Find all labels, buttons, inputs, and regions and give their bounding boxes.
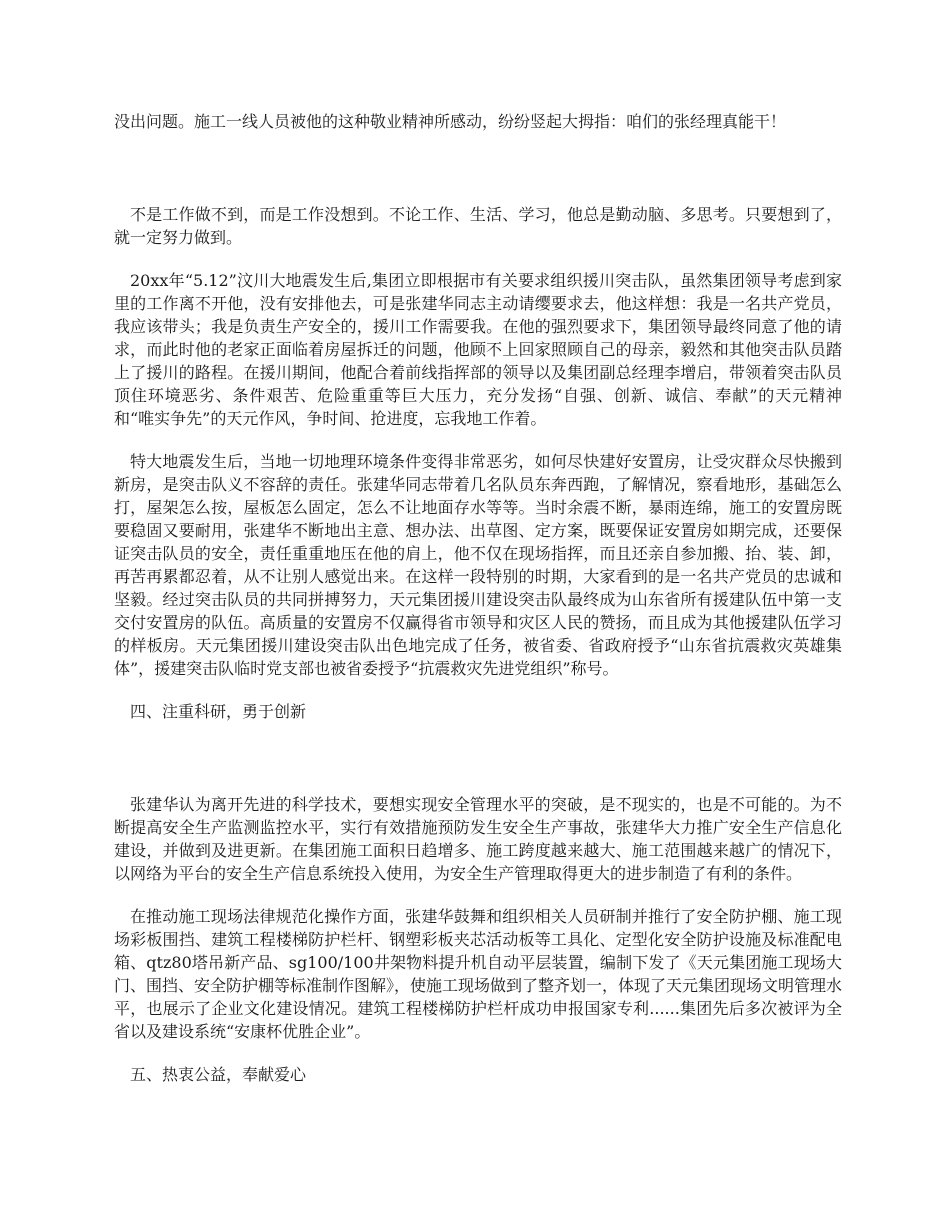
paragraph-technology: 张建华认为离开先进的科学技术，要想实现安全管理水平的突破，是不现实的，也是不可能的。为不断提高安全生产监测监控水平，实行有效措施预防发生安全生产事故，张建华大力推广安全生产信息化建设，并做到及进更新。在集团施工面积日趋增多、施工跨度越来越大、施工范围越来越广的情况下，以网络为平台的安全生产信息系统投入使用，为安全生产管理取得更大的进步制造了有利的条件。 bbox=[114, 795, 842, 883]
paragraph-resettlement-housing: 特大地震发生后，当地一切地理环境条件变得非常恶劣，如何尽快建好安置房，让受灾群众尽快搬到新房，是突击队义不容辞的责任。张建华同志带着几名队员东奔西跑，了解情况，察看地形，基础怎么打，屋架怎么按，屋板怎么固定，怎么不让地面存水等等。当时余震不断，暴雨连绵，施工的安置房既要稳固又要耐用，张建华不断地出主意、想办法、出草图、定方案，既要保证安置房如期完成，还要保证突击队员的安全，责任重重地压在他的肩上，他不仅在现场指挥，而且还亲自参加搬、抬、装、卸，再苦再累都忍着，从不让别人感觉出来。在这样一段特别的时期，大家看到的是一名共产党员的忠诚和坚毅。经过突击队员的共同拼搏努力，天元集团援川建设突击队最终成为山东省所有援建队伍中第一支交付安置房的队伍。高质量的安置房不仅赢得省市领导和灾区人民的赞扬，而且成为其他援建队伍学习的样板房。天元集团援川建设突击队出色地完成了任务，被省委、省政府授予“山东省抗震救灾英雄集体”，援建突击队临时党支部也被省委授予“抗震救灾先进党组织”称号。 bbox=[114, 452, 842, 678]
paragraph-thinking: 不是工作做不到，而是工作没想到。不论工作、生活、学习，他总是勤动脑、多思考。只要想到了，就一定努力做到。 bbox=[114, 205, 842, 247]
paragraph-continuation: 没出问题。施工一线人员被他的这种敬业精神所感动，纷纷竖起大拇指：咱们的张经理真能干！ bbox=[114, 112, 787, 131]
section-heading-public-welfare: 五、热衷公益，奉献爱心 bbox=[130, 1065, 307, 1084]
paragraph-earthquake-aid: 20xx年“5.12”汶川大地震发生后,集团立即根据市有关要求组织援川突击队，虽然集团领导考虑到家里的工作离不开他，没有安排他去，可是张建华同志主动请缨要求去，他这样想：我是一名共产党员，我应该带头；我是负责生产安全的，援川工作需要我。在他的强烈要求下，集团领导最终同意了他的请求，而此时他的老家正面临着房屋拆迁的问题，他顾不上回家照顾自己的母亲，毅然和其他突击队员踏上了援川的路程。在援川期间，他配合着前线指挥部的领导以及集团副总经理李增启，带领着突击队员顶住环境恶劣、条件艰苦、危险重重等巨大压力，充分发扬“自强、创新、诚信、奉献”的天元精神和“唯实争先”的天元作风，争时间、抢进度，忘我地工作着。 bbox=[114, 271, 842, 428]
paragraph-standardization: 在推动施工现场法律规范化操作方面，张建华鼓舞和组织相关人员研制并推行了安全防护棚、施工现场彩板围挡、建筑工程楼梯防护栏杆、钢塑彩板夹芯活动板等工具化、定型化安全防护设施及标准配电箱、qtz80塔吊新产品、sg100/100井架物料提升机自动平层装置，编制下发了《天元集团施工现场大门、围挡、安全防护棚等标准制作图解》，使施工现场做到了整齐划一，体现了天元集团现场文明管理水平，也展示了企业文化建设情况。建筑工程楼梯防护栏杆成功申报国家专利......集团先后多次被评为全省以及建设系统“安康杯优胜企业”。 bbox=[114, 907, 843, 1041]
section-heading-research: 四、注重科研，勇于创新 bbox=[130, 702, 307, 721]
document-page bbox=[114, 110, 842, 1086]
